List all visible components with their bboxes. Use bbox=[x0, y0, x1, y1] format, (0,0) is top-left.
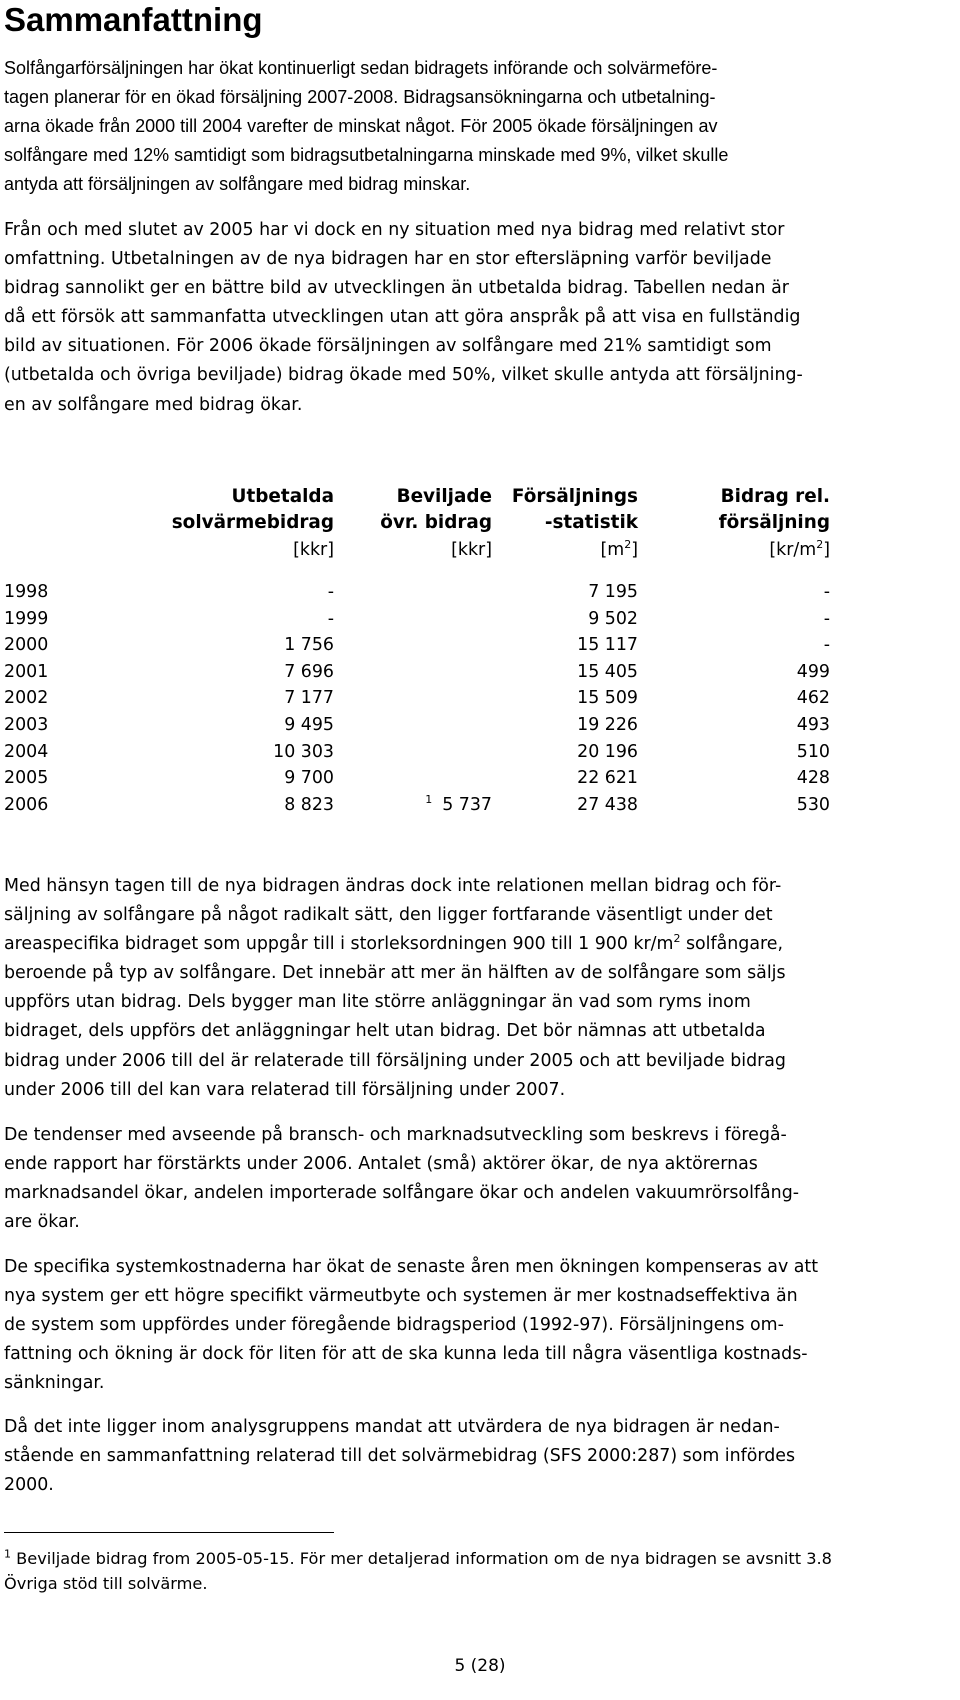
page-number: 5 (28) bbox=[454, 1656, 506, 1676]
text-line: Solfångarförsäljningen har ökat kontinuerligt sedan bidragets införande och solvärmeföre- bbox=[4, 58, 718, 78]
text-line: are ökar. bbox=[4, 1212, 80, 1233]
table-cell-forsaljning: 15 117 bbox=[577, 635, 638, 656]
text-line: nya system ger ett högre specifikt värmeutbyte och systemen är mer kostnadseffektiva än bbox=[4, 1286, 798, 1307]
table-cell-bidrag-rel: 499 bbox=[796, 661, 830, 682]
table-cell-year: 2002 bbox=[4, 688, 49, 709]
table-cell-bidrag-rel: 493 bbox=[796, 715, 830, 735]
table-cell-forsaljning: 15 405 bbox=[577, 661, 638, 682]
table-cell-utbetalda: 10 303 bbox=[273, 741, 334, 762]
table-cell-year: 2004 bbox=[4, 741, 49, 762]
table-cell-utbetalda: 7 696 bbox=[284, 661, 334, 682]
table-cell-utbetalda: 9 495 bbox=[284, 715, 334, 735]
table-cell-bidrag-rel: - bbox=[823, 582, 830, 602]
col-header-bidrag-rel: Bidrag rel. bbox=[720, 486, 830, 507]
col-header-utbetalda-sub: solvärmebidrag bbox=[171, 512, 334, 533]
text-line: säljning av solfångare på något radikalt sätt, den ligger fortfarande väsentligt under det bbox=[4, 905, 773, 926]
table-cell-bidrag-rel: 428 bbox=[796, 768, 830, 789]
text-line: ende rapport har förstärkts under 2006. Antalet (små) aktörer ökar, de nya aktörernas bbox=[4, 1154, 758, 1175]
table-cell-forsaljning: 22 621 bbox=[577, 768, 638, 789]
table-cell-year: 1998 bbox=[4, 582, 49, 602]
text-line: omfattning. Utbetalningen av de nya bidragen har en stor eftersläpning varför beviljade bbox=[4, 249, 772, 270]
text-line: under 2006 till del kan vara relaterad till försäljning under 2007. bbox=[4, 1079, 566, 1100]
col-header-utbetalda: Utbetalda bbox=[231, 486, 334, 507]
text-line: bidrag under 2006 till del är relaterade till försäljning under 2005 och att beviljade bidrag bbox=[4, 1050, 786, 1071]
table-cell-forsaljning: 19 226 bbox=[577, 715, 638, 735]
text-line: då ett försök att sammanfatta utvecklingen utan att göra anspråk på att visa en fullständig bbox=[4, 307, 801, 328]
beviljade-value: 5 737 bbox=[442, 794, 492, 815]
col-header-bidrag-rel-sub: försäljning bbox=[718, 512, 830, 533]
text-line: De tendenser med avseende på bransch- och marknadsutveckling som beskrevs i föregå- bbox=[4, 1125, 787, 1145]
paragraph-intro bbox=[4, 54, 956, 199]
text-line: 2000. bbox=[4, 1475, 54, 1496]
table-cell-year: 1999 bbox=[4, 608, 49, 629]
text-line: Från och med slutet av 2005 har vi dock en ny situation med nya bidrag med relativt stor bbox=[4, 220, 785, 240]
table-cell-utbetalda: 1 756 bbox=[284, 635, 334, 656]
col-unit-bidrag-rel: $[kr/m^2]$ bbox=[769, 538, 830, 560]
col-unit-utbetalda: [kkr] bbox=[293, 540, 334, 560]
text-line: marknadsandel ökar, andelen importerade solfångare ökar och andelen vakuumrörsolfång- bbox=[4, 1183, 800, 1204]
table-cell-forsaljning: 27 438 bbox=[577, 794, 638, 815]
footnote-line: Övriga stöd till solvärme. bbox=[4, 1574, 208, 1593]
table-cell-bidrag-rel: 462 bbox=[796, 688, 830, 709]
table-cell-year: 2000 bbox=[4, 635, 49, 656]
col-unit-beviljade: [kkr] bbox=[451, 540, 492, 560]
page-title: Sammanfattning bbox=[4, 1, 263, 38]
col-header-forsaljning-sub: -statistik bbox=[544, 512, 638, 533]
table-cell-utbetalda: 7 177 bbox=[284, 688, 334, 709]
paragraph-situation bbox=[4, 216, 956, 420]
table-cell-year: 2001 bbox=[4, 661, 49, 682]
table-cell-utbetalda: - bbox=[327, 608, 334, 629]
text-line: stående en sammanfattning relaterad till det solvärmebidrag (SFS 2000:287) som infördes bbox=[4, 1446, 796, 1467]
col-header-beviljade: Beviljade bbox=[396, 486, 492, 507]
text-line: tagen planerar för en ökad försäljning 2007-2008. Bidragsansökningarna och utbetalning- bbox=[4, 87, 716, 108]
text-line: De specifika systemkostnaderna har ökat de senaste åren men ökningen kompenseras av att bbox=[4, 1257, 819, 1277]
paragraph-mandate bbox=[4, 1413, 956, 1500]
text-line: uppförs utan bidrag. Dels bygger man lite större anläggningar än vad som ryms inom bbox=[4, 992, 751, 1013]
col-unit-forsaljning: $[m^2]$ bbox=[600, 538, 638, 560]
table-cell-bidrag-rel: - bbox=[823, 635, 830, 656]
text-line: Med hänsyn tagen till de nya bidragen ändras dock inte relationen mellan bidrag och för- bbox=[4, 876, 782, 896]
table-cell-year: 2005 bbox=[4, 768, 49, 789]
text-line: en av solfångare med bidrag ökar. bbox=[4, 394, 303, 415]
text-line: (utbetalda och övriga beviljade) bidrag ökade med 50%, vilket skulle antyda att försäljning- bbox=[4, 365, 803, 386]
footnote-marker: 1 bbox=[425, 793, 433, 806]
table-cell-utbetalda: 9 700 bbox=[284, 768, 334, 789]
footnote-divider bbox=[4, 1532, 334, 1533]
col-header-beviljade-sub: övr. bidrag bbox=[380, 512, 492, 533]
text-line: solfångare med 12% samtidigt som bidragsutbetalningarna minskade med 9%, vilket skulle bbox=[4, 145, 729, 166]
table-cell-forsaljning: 9 502 bbox=[588, 608, 638, 629]
text-line: de system som uppfördes under föregående bidragsperiod (1992-97). Försäljningens om- bbox=[4, 1315, 784, 1336]
col-header-forsaljning: Försäljnings bbox=[511, 486, 638, 507]
table-cell-forsaljning: 20 196 bbox=[577, 741, 638, 762]
text-line: areaspecifika bidraget som uppgår till i storleksordningen 900 till 1 900 $kr/m^2$ solfångare, bbox=[4, 932, 783, 955]
table-cell-bidrag-rel: 530 bbox=[796, 794, 830, 815]
text-line: bidrag sannolikt ger en bättre bild av utvecklingen än utbetalda bidrag. Tabellen nedan är bbox=[4, 278, 789, 299]
text-line: bidraget, dels uppförs det anläggningar helt utan bidrag. Det bör nämnas att utbetalda bbox=[4, 1021, 766, 1042]
text-line: antyda att försäljningen av solfångare med bidrag minskar. bbox=[4, 174, 471, 195]
footnote bbox=[4, 1546, 960, 1596]
table-cell-utbetalda: 8 823 bbox=[284, 794, 334, 815]
table-cell-forsaljning: 7 195 bbox=[588, 582, 638, 602]
table-cell-forsaljning: 15 509 bbox=[577, 688, 638, 709]
paragraph-trends bbox=[4, 1121, 956, 1237]
table-cell-bidrag-rel: 510 bbox=[796, 741, 830, 762]
text-line: beroende på typ av solfångare. Det innebär att mer än hälften av de solfångare som säljs bbox=[4, 963, 786, 984]
table-cell-utbetalda: - bbox=[327, 582, 334, 602]
text-line: bild av situationen. För 2006 ökade försäljningen av solfångare med 21% samtidigt som bbox=[4, 336, 772, 357]
text-line: fattning och ökning är dock för liten för att de ska kunna leda till några väsentliga kostnads- bbox=[4, 1344, 808, 1365]
table-cell-beviljade bbox=[425, 795, 492, 815]
table-cell-year: 2006 bbox=[4, 794, 49, 815]
footnote-line: $^1$ Beviljade bidrag from 2005-05-15. För mer detaljerad information om de nya bidragen se avsnitt 3.8 bbox=[4, 1547, 832, 1568]
text-line: sänkningar. bbox=[4, 1373, 105, 1394]
paragraph-relation bbox=[4, 872, 956, 1105]
table-cell-year: 2003 bbox=[4, 715, 49, 735]
text-line: arna ökade från 2000 till 2004 varefter de minskat något. För 2005 ökade försäljningen av bbox=[4, 116, 718, 137]
table-cell-bidrag-rel: - bbox=[823, 608, 830, 629]
text-line: Då det inte ligger inom analysgruppens mandat att utvärdera de nya bidragen är nedan- bbox=[4, 1417, 780, 1437]
paragraph-costs bbox=[4, 1253, 956, 1398]
